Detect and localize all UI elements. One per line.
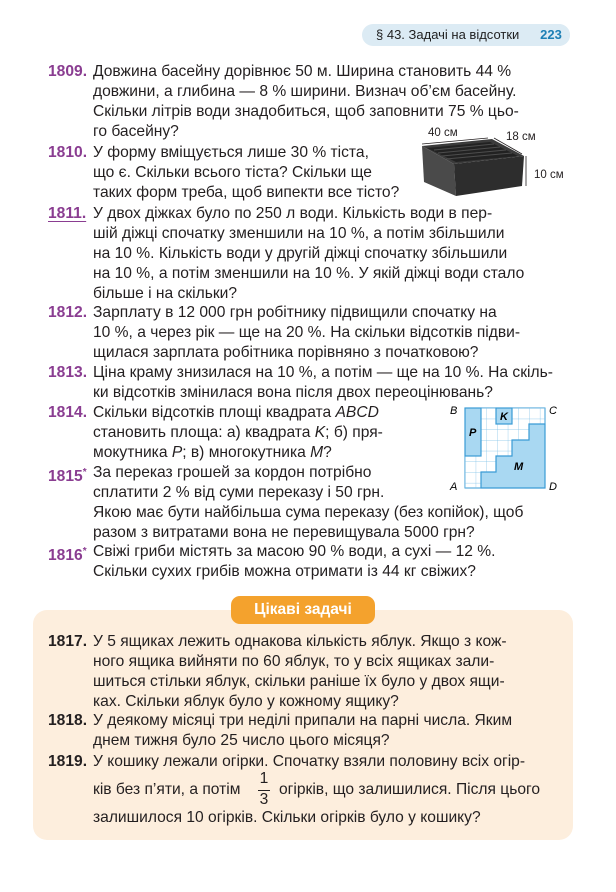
problem-text-line: Скільки сухих грибів можна отримати із 44 кг свіжих?	[93, 563, 476, 580]
baking-tray-figure	[414, 124, 574, 204]
problem-text-line: шій діжці спочатку зменшили на 10 %, а потім збільшили	[93, 225, 505, 242]
problem-text-line: У двох діжках було по 250 л води. Кількість води в пер-	[93, 205, 493, 222]
problem-text-line: ки відсотків змінилася вона після двох переоцінювань?	[93, 384, 493, 401]
problem-text-line: Скільки відсотків площі квадрата ABCD	[93, 404, 379, 421]
problem-text-line: Довжина басейну дорівнює 50 м. Ширина становить 44 %	[93, 63, 512, 80]
problem-text-line: Зарплату в 12 000 грн робітнику підвищили спочатку на	[93, 304, 497, 321]
problem-text-line: що є. Скільки всього тіста? Скільки ще	[93, 164, 372, 181]
problem-number: 1815*	[48, 467, 87, 486]
problem-number: 1812.	[48, 304, 88, 321]
page-number: 223	[532, 24, 570, 46]
problem-text-line: У 5 ящиках лежить однакова кількість яблук. Якщо з кож-	[93, 633, 507, 650]
problem-text-line: більше і на скільки?	[93, 285, 238, 302]
problem-number: 1814.	[48, 404, 88, 421]
section-title: § 43. Задачі на відсотки	[376, 27, 520, 42]
tray-length-label: 40 см	[428, 127, 458, 139]
fraction-numerator: 1	[259, 770, 269, 787]
problem-text-line: Свіжі гриби містять за масою 90 % води, а сухі — 12 %.	[93, 543, 496, 560]
problem-text-line: огірків, що залишилися. Після цього	[279, 781, 541, 798]
problem-text-line: У деякому місяці три неділі припали на парні числа. Яким	[93, 712, 513, 729]
fraction-denominator: 3	[259, 791, 269, 808]
region-label-p: P	[469, 427, 477, 439]
problem-number: 1809.	[48, 63, 88, 80]
problem-text-line: За переказ грошей за кордон потрібно	[93, 464, 372, 481]
interesting-problems-title: Цікаві задачі	[231, 596, 375, 624]
problem-text-line: ків без п’яти, а потім	[93, 781, 241, 798]
corner-label-d: D	[549, 481, 557, 493]
problem-text-line: го басейну?	[93, 123, 179, 140]
problem-text-line: сплатити 2 % від суми переказу і 50 грн.	[93, 484, 385, 501]
problem-text-line: У форму вміщується лише 30 % тіста,	[93, 144, 369, 161]
square-abcd-figure	[448, 402, 562, 494]
problem-text-line: Скільки літрів води знадобиться, щоб заповнити 75 % цьо-	[93, 103, 519, 120]
problem-text-line: на 10 %, а потім зменшили на 10 %. У якій діжці води стало	[93, 265, 525, 282]
problem-text-line: мокутника P; в) многокутника M?	[93, 444, 332, 461]
page-header	[362, 24, 570, 46]
problem-number: 1816*	[48, 546, 87, 565]
problem-text-line: ного ящика вийняти по 60 яблук, то у всіх ящиках зали-	[93, 653, 495, 670]
corner-label-b: B	[450, 405, 458, 417]
problem-number: 1811.	[48, 205, 87, 222]
problem-text-line: залишилося 10 огірків. Скільки огірків було у кошику?	[93, 809, 481, 826]
problem-number: 1810.	[48, 144, 88, 161]
problem-text-line: Якою має бути найбільша сума переказу (без копійок), щоб	[93, 504, 524, 521]
problem-text-line: ках. Скільки яблук було у кожному ящику?	[93, 693, 399, 710]
region-label-k: K	[500, 411, 508, 423]
tray-width-label: 18 см	[506, 131, 536, 143]
problem-text-line: шиться стільки яблук, скільки раніше їх було у двох ящи-	[93, 673, 505, 690]
problem-number: 1818.	[48, 712, 88, 729]
problem-number: 1813.	[48, 364, 88, 381]
problem-text-line: Ціна краму знизилася на 10 %, а потім — ще на 10 %. На скіль-	[93, 364, 553, 381]
tray-height-label: 10 см	[534, 169, 564, 181]
problem-text-line: на 10 %. Кількість води у другій діжці спочатку збільшили	[93, 245, 508, 262]
problem-text-line: У кошику лежали огірки. Спочатку взяли половину всіх огір-	[93, 753, 526, 770]
problem-number: 1817.	[48, 633, 88, 650]
problem-text-line: днем тижня було 25 число цього місяця?	[93, 732, 390, 749]
corner-label-c: C	[549, 405, 557, 417]
problem-number: 1819.	[48, 753, 88, 770]
problem-text-line: таких форм треба, щоб випекти все тісто?	[93, 184, 400, 201]
problem-text-line: 10 %, а через рік — ще на 20 %. На скільки відсотків підви-	[93, 324, 521, 341]
region-label-m: M	[514, 461, 524, 473]
problem-text-line: становить площа: а) квадрата K; б) пря-	[93, 424, 383, 441]
corner-label-a: A	[450, 481, 458, 493]
problem-text-line: довжини, а глибина — 8 % ширини. Визнач об’єм басейну.	[93, 83, 517, 100]
problem-text-line: щилася зарплата робітника порівняно з початковою?	[93, 344, 479, 361]
problem-text-line: разом з витратами вона не перевищувала 5000 грн?	[93, 524, 475, 541]
